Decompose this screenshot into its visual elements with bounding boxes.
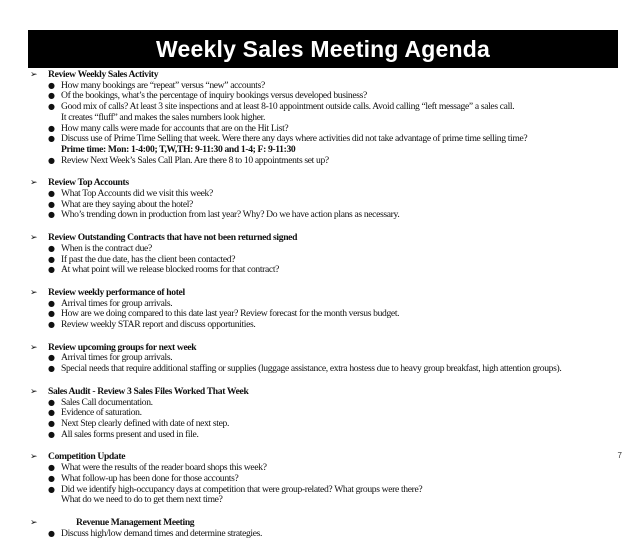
section-heading-text: Review Weekly Sales Activity <box>48 69 159 80</box>
section-heading-text: Review upcoming groups for next week <box>48 341 197 353</box>
bullet-list <box>30 353 620 374</box>
bullet-dot-icon: ● <box>48 265 55 275</box>
bullet-line: What Top Accounts did we visit this week? <box>61 188 213 200</box>
agenda-title: Weekly Sales Meeting Agenda <box>156 35 490 62</box>
bullet-line: Sales Call documentation. <box>61 396 153 408</box>
section-heading <box>30 387 620 398</box>
arrow-bullet-icon: ➢ <box>30 517 38 528</box>
bullet-dot-icon: ● <box>48 484 55 494</box>
bullet-list <box>30 463 620 506</box>
bullet-line: Special needs that require additional staffing or supplies (luggage assistance, extra hostess due to heavy group breakfast, high attention groups). <box>61 363 562 375</box>
bullet-line: All sales forms present and used in file. <box>61 428 199 440</box>
bullet-line: What follow-up has been done for those accounts? <box>61 472 239 484</box>
bullet-item <box>48 265 620 276</box>
bullet-dot-icon: ● <box>48 473 55 483</box>
agenda-section <box>30 387 620 441</box>
bullet-continuation-line: It creates “fluff” and makes the sales numbers look higher. <box>61 111 266 123</box>
section-heading-text: Review Top Accounts <box>48 177 129 189</box>
bullet-dot-icon: ● <box>48 463 55 473</box>
section-heading-text: Review weekly performance of hotel <box>48 286 185 298</box>
agenda-section <box>30 518 620 539</box>
agenda-section <box>30 178 620 221</box>
bullet-line: How are we doing compared to this date last year? Review forecast for the month versus budget. <box>61 308 400 320</box>
bullet-dot-icon: ● <box>48 155 55 165</box>
bullet-item <box>48 474 620 485</box>
bullet-dot-icon: ● <box>48 102 55 112</box>
bullet-line: How many bookings are “repeat” versus “new” accounts? <box>61 79 265 91</box>
bullet-text <box>61 156 620 167</box>
bullet-line: Of the bookings, what’s the percentage of inquiry bookings versus developed business? <box>61 90 367 102</box>
bullet-line: Good mix of calls? At least 3 site inspections and at least 8-10 appointment outside calls. Avoid calling “left message” a sales call. <box>61 101 515 113</box>
arrow-bullet-icon: ➢ <box>30 178 38 189</box>
bullet-continuation-line: What do we need to do to get them next time? <box>61 494 223 506</box>
bullet-text <box>61 398 620 409</box>
bullet-line: At what point will we release blocked rooms for that contract? <box>61 264 280 276</box>
bullet-continuation-line: Prime time: Mon: 1-4:00; T,W,TH: 9-11:30 and 1-4; F: 9-11:30 <box>61 143 296 155</box>
bullet-line: If past the due date, has the client been contacted? <box>61 253 236 265</box>
arrow-bullet-icon: ➢ <box>30 342 38 353</box>
bullet-dot-icon: ● <box>48 528 55 538</box>
bullet-line: How many calls were made for accounts that are on the Hit List? <box>61 122 289 134</box>
bullet-item <box>48 364 620 375</box>
bullet-item <box>48 156 620 167</box>
agenda-section <box>30 343 620 375</box>
section-heading-text: Revenue Management Meeting <box>76 516 195 528</box>
bullet-text <box>61 364 620 375</box>
agenda-section <box>30 233 620 276</box>
bullet-text <box>61 265 620 276</box>
bullet-dot-icon: ● <box>48 199 55 209</box>
agenda-section <box>30 452 620 506</box>
arrow-bullet-icon: ➢ <box>30 233 38 244</box>
bullet-line: What were the results of the reader board shops this week? <box>61 462 267 474</box>
bullet-dot-icon: ● <box>48 309 55 319</box>
bullet-text <box>61 430 620 441</box>
bullet-line: Review Next Week’s Sales Call Plan. Are there 8 to 10 appointments set up? <box>61 154 329 166</box>
bullet-dot-icon: ● <box>48 134 55 144</box>
bullet-dot-icon: ● <box>48 189 55 199</box>
bullet-text <box>61 529 620 540</box>
agenda-title-bar <box>28 30 618 68</box>
bullet-dot-icon: ● <box>48 123 55 133</box>
agenda-section <box>30 70 620 166</box>
bullet-dot-icon: ● <box>48 408 55 418</box>
bullet-text <box>61 134 620 155</box>
bullet-line: When is the contract due? <box>61 242 152 254</box>
arrow-bullet-icon: ➢ <box>30 287 38 298</box>
bullet-line: Discuss use of Prime Time Selling that week. Were there any days where activities did not take advantage of prime time selling time? <box>61 133 528 145</box>
bullet-dot-icon: ● <box>48 397 55 407</box>
arrow-bullet-icon: ➢ <box>30 386 38 397</box>
arrow-bullet-icon: ➢ <box>30 70 38 80</box>
bullet-dot-icon: ● <box>48 243 55 253</box>
bullet-dot-icon: ● <box>48 418 55 428</box>
bullet-dot-icon: ● <box>48 80 55 90</box>
bullet-text <box>61 244 620 255</box>
bullet-item <box>48 244 620 255</box>
bullet-dot-icon: ● <box>48 353 55 363</box>
bullet-dot-icon: ● <box>48 254 55 264</box>
bullet-line: Review weekly STAR report and discuss opportunities. <box>61 319 256 331</box>
bullet-dot-icon: ● <box>48 210 55 220</box>
bullet-line: Evidence of saturation. <box>61 407 142 419</box>
page-number: 7 <box>617 451 622 460</box>
bullet-text <box>61 474 620 485</box>
bullet-item <box>48 529 620 540</box>
bullet-text <box>61 485 620 506</box>
bullet-dot-icon: ● <box>48 429 55 439</box>
bullet-line: Arrival times for group arrivals. <box>61 297 173 309</box>
bullet-list <box>30 189 620 221</box>
section-heading-text: Competition Update <box>48 451 126 463</box>
section-heading <box>30 518 620 529</box>
bullet-item <box>48 430 620 441</box>
bullet-line: Who’s trending down in production from last year? Why? Do we have action plans as necessary. <box>61 209 400 221</box>
bullet-line: Arrival times for group arrivals. <box>61 352 173 364</box>
bullet-item <box>48 485 620 506</box>
bullet-list <box>30 398 620 441</box>
bullet-text <box>61 102 620 123</box>
bullet-item <box>48 320 620 331</box>
bullet-list <box>30 299 620 331</box>
bullet-item <box>48 102 620 123</box>
bullet-line: Discuss high/low demand times and determine strategies. <box>61 527 263 539</box>
agenda-section <box>30 288 620 331</box>
bullet-line: What are they saying about the hotel? <box>61 198 193 210</box>
bullet-text <box>61 320 620 331</box>
bullet-dot-icon: ● <box>48 320 55 330</box>
bullet-dot-icon: ● <box>48 364 55 374</box>
bullet-line: Next Step clearly defined with date of next step. <box>61 417 230 429</box>
bullet-list <box>30 529 620 540</box>
bullet-list <box>30 244 620 276</box>
bullet-dot-icon: ● <box>48 91 55 101</box>
bullet-item <box>48 134 620 155</box>
bullet-item <box>48 210 620 221</box>
section-heading-text: Sales Audit - Review 3 Sales Files Worked That Week <box>48 385 249 397</box>
bullet-text <box>61 210 620 221</box>
bullet-list <box>30 81 620 167</box>
bullet-dot-icon: ● <box>48 298 55 308</box>
agenda-content <box>30 70 620 551</box>
bullet-line: Did we identify high-occupancy days at competition that were group-related? What groups were there? <box>61 483 423 495</box>
arrow-bullet-icon: ➢ <box>30 452 38 463</box>
section-heading-text: Review Outstanding Contracts that have not been returned signed <box>48 232 298 244</box>
